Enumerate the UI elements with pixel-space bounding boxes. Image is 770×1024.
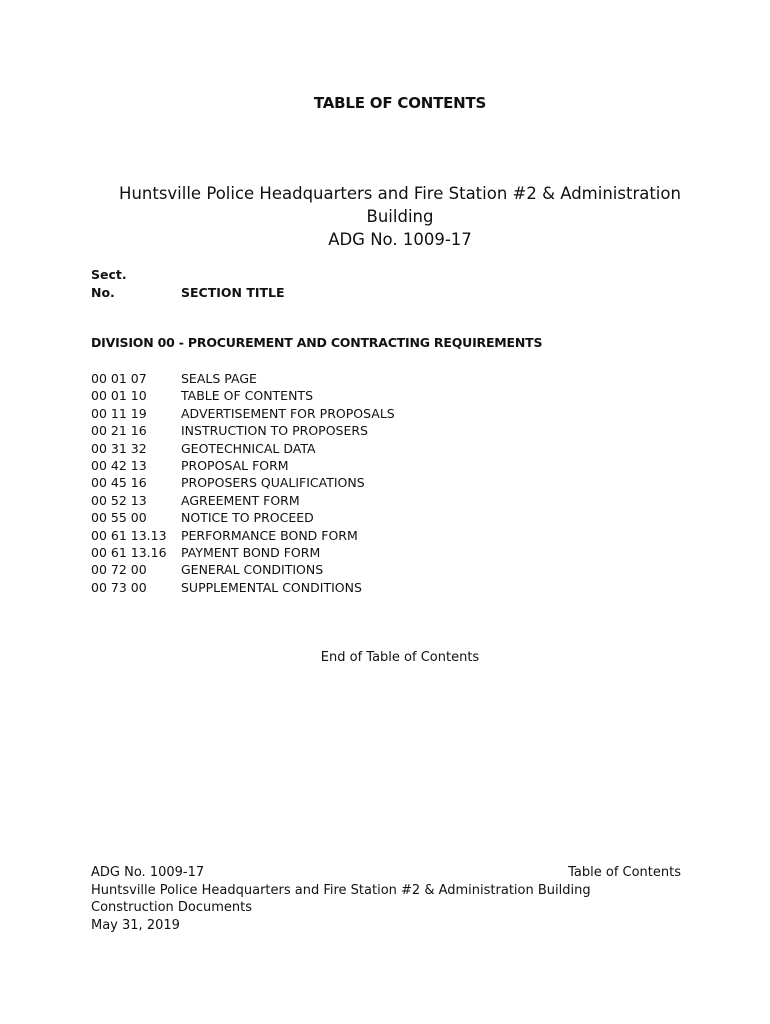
sect-label: Sect. [91, 267, 127, 282]
section-title: GENERAL CONDITIONS [181, 562, 324, 578]
section-title: AGREEMENT FORM [181, 492, 300, 508]
section-number: 00 01 07 [91, 371, 147, 386]
toc-row [91, 370, 395, 387]
toc-list [91, 370, 395, 596]
no-label: No. [91, 285, 115, 300]
sect-no-column-header [91, 266, 127, 302]
section-title: ADVERTISEMENT FOR PROPOSALS [181, 405, 395, 421]
page-title: TABLE OF CONTENTS [313, 94, 487, 112]
page-footer [91, 864, 681, 934]
project-name-line2: Building [366, 207, 434, 226]
section-title: GEOTECHNICAL DATA [181, 440, 316, 456]
section-number: 00 73 00 [91, 579, 147, 595]
section-title: PROPOSAL FORM [181, 457, 289, 473]
project-header [100, 182, 700, 251]
section-title: NOTICE TO PROCEED [181, 510, 314, 526]
section-number: 00 11 19 [91, 405, 147, 421]
section-number: 00 52 13 [91, 492, 147, 508]
toc-row [91, 509, 395, 526]
section-number: 00 72 00 [91, 562, 147, 578]
section-title: PROPOSERS QUALIFICATIONS [181, 475, 365, 491]
toc-row [91, 440, 395, 457]
division-heading: DIVISION 00 - PROCUREMENT AND CONTRACTING REQUIREMENTS [91, 335, 543, 350]
section-title: SEALS PAGE [181, 371, 257, 386]
section-title: TABLE OF CONTENTS [181, 388, 314, 404]
section-title: PAYMENT BOND FORM [181, 544, 321, 560]
footer-date: May 31, 2019 [91, 917, 180, 933]
toc-row [91, 457, 395, 474]
toc-row [91, 561, 395, 578]
footer-section-label: Table of Contents [568, 865, 681, 880]
section-number: 00 61 13.16 [91, 544, 167, 560]
section-title-column-header: SECTION TITLE [181, 285, 285, 300]
toc-row [91, 492, 395, 509]
section-number: 00 31 32 [91, 440, 147, 456]
section-title: INSTRUCTION TO PROPOSERS [181, 423, 368, 439]
section-number: 00 21 16 [91, 423, 147, 439]
footer-adg-number: ADG No. 1009-17 [91, 865, 205, 880]
section-number: 00 61 13.13 [91, 527, 167, 543]
section-number: 00 01 10 [91, 388, 147, 404]
end-note: End of Table of Contents [320, 650, 480, 665]
section-title: PERFORMANCE BOND FORM [181, 527, 358, 543]
toc-row [91, 422, 395, 439]
footer-project-name: Huntsville Police Headquarters and Fire Station #2 & Administration Building [91, 882, 591, 898]
toc-row [91, 579, 395, 596]
section-number: 00 45 16 [91, 475, 147, 491]
section-number: 00 55 00 [91, 510, 147, 526]
toc-row [91, 387, 395, 404]
footer-doc-type: Construction Documents [91, 900, 253, 916]
project-name-line1: Huntsville Police Headquarters and Fire Station #2 & Administration [119, 184, 681, 203]
section-title: SUPPLEMENTAL CONDITIONS [181, 579, 362, 595]
toc-row [91, 544, 395, 561]
project-number: ADG No. 1009-17 [328, 230, 472, 249]
toc-row [91, 405, 395, 422]
section-number: 00 42 13 [91, 457, 147, 473]
footer-top-row [91, 864, 681, 882]
toc-row [91, 527, 395, 544]
toc-row [91, 474, 395, 491]
